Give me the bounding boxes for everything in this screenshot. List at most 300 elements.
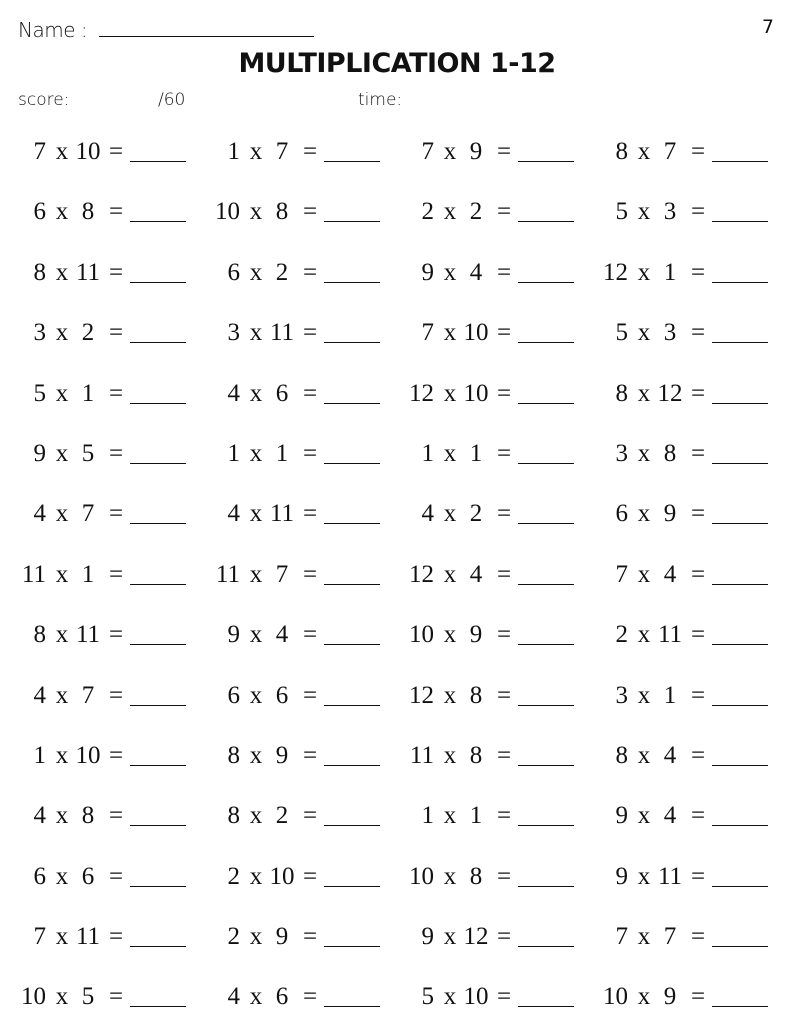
score-total: /60 [158, 90, 186, 110]
answer-blank[interactable] [324, 282, 380, 283]
factor-b: 11 [657, 862, 683, 890]
times-sign: x [55, 681, 69, 709]
times-sign: x [637, 681, 651, 709]
equals-sign: = [496, 983, 512, 1011]
factor-b: 2 [275, 258, 289, 286]
times-sign: x [249, 500, 263, 528]
problem-row [0, 855, 794, 915]
factor-b: 8 [663, 439, 677, 467]
equals-sign: = [690, 862, 706, 890]
times-sign: x [249, 138, 263, 165]
factor-b: 1 [469, 439, 483, 467]
times-sign: x [55, 439, 69, 467]
factor-a: 10 [409, 621, 434, 649]
factor-b: 10 [463, 379, 489, 407]
equals-sign: = [302, 439, 318, 467]
factor-a: 12 [603, 258, 628, 286]
factor-a: 5 [615, 198, 628, 226]
answer-blank[interactable] [324, 886, 380, 887]
times-sign: x [55, 621, 69, 649]
answer-blank[interactable] [518, 946, 574, 947]
times-sign: x [637, 138, 651, 165]
equals-sign: = [302, 379, 318, 407]
problem-grid [0, 130, 794, 1036]
answer-blank[interactable] [324, 584, 380, 585]
answer-blank[interactable] [712, 1006, 768, 1007]
factor-b: 4 [469, 560, 483, 588]
factor-a: 10 [215, 198, 240, 226]
factor-a: 11 [21, 560, 46, 588]
factor-a: 4 [227, 983, 240, 1011]
equals-sign: = [302, 862, 318, 890]
factor-b: 1 [663, 681, 677, 709]
times-sign: x [249, 319, 263, 347]
factor-a: 1 [421, 439, 434, 467]
factor-a: 4 [227, 500, 240, 528]
problem-row [0, 613, 794, 673]
answer-blank[interactable] [712, 342, 768, 343]
factor-a: 12 [409, 681, 434, 709]
factor-a: 4 [421, 500, 434, 528]
equals-sign: = [108, 258, 124, 286]
factor-a: 4 [33, 500, 46, 528]
answer-blank[interactable] [130, 523, 186, 524]
equals-sign: = [108, 319, 124, 347]
answer-blank[interactable] [130, 282, 186, 283]
times-sign: x [637, 379, 651, 407]
factor-a: 8 [615, 379, 628, 407]
answer-blank[interactable] [130, 825, 186, 826]
times-sign: x [637, 621, 651, 649]
factor-b: 9 [663, 500, 677, 528]
factor-b: 7 [275, 138, 289, 165]
equals-sign: = [302, 138, 318, 165]
equals-sign: = [302, 258, 318, 286]
factor-b: 8 [275, 198, 289, 226]
factor-a: 2 [227, 923, 240, 951]
equals-sign: = [302, 741, 318, 769]
times-sign: x [55, 198, 69, 226]
factor-a: 5 [615, 319, 628, 347]
factor-a: 9 [421, 923, 434, 951]
answer-blank[interactable] [130, 221, 186, 222]
equals-sign: = [690, 983, 706, 1011]
factor-b: 2 [469, 198, 483, 226]
factor-b: 2 [469, 500, 483, 528]
factor-a: 9 [33, 439, 46, 467]
factor-b: 9 [469, 621, 483, 649]
times-sign: x [443, 560, 457, 588]
times-sign: x [443, 138, 457, 165]
factor-b: 8 [81, 802, 95, 830]
times-sign: x [443, 621, 457, 649]
equals-sign: = [302, 923, 318, 951]
times-sign: x [443, 741, 457, 769]
problem-row [0, 674, 794, 734]
factor-a: 11 [409, 741, 434, 769]
times-sign: x [443, 983, 457, 1011]
factor-b: 5 [81, 439, 95, 467]
factor-b: 11 [75, 923, 101, 951]
times-sign: x [637, 560, 651, 588]
factor-b: 4 [275, 621, 289, 649]
equals-sign: = [496, 802, 512, 830]
equals-sign: = [302, 983, 318, 1011]
answer-blank[interactable] [712, 584, 768, 585]
factor-b: 4 [663, 560, 677, 588]
factor-b: 7 [663, 923, 677, 951]
factor-b: 9 [663, 983, 677, 1011]
equals-sign: = [108, 923, 124, 951]
equals-sign: = [690, 560, 706, 588]
answer-blank[interactable] [518, 282, 574, 283]
answer-blank[interactable] [712, 161, 768, 162]
factor-b: 3 [663, 319, 677, 347]
factor-b: 7 [81, 500, 95, 528]
equals-sign: = [108, 621, 124, 649]
times-sign: x [637, 439, 651, 467]
factor-b: 6 [275, 983, 289, 1011]
times-sign: x [443, 439, 457, 467]
answer-blank[interactable] [130, 584, 186, 585]
answer-blank[interactable] [324, 1006, 380, 1007]
answer-blank[interactable] [324, 705, 380, 706]
equals-sign: = [302, 319, 318, 347]
equals-sign: = [690, 621, 706, 649]
factor-a: 2 [227, 862, 240, 890]
factor-b: 10 [75, 741, 101, 769]
factor-a: 9 [421, 258, 434, 286]
equals-sign: = [302, 500, 318, 528]
factor-a: 11 [215, 560, 240, 588]
answer-blank[interactable] [712, 705, 768, 706]
factor-b: 9 [469, 138, 483, 165]
factor-b: 10 [75, 138, 101, 165]
answer-blank[interactable] [518, 584, 574, 585]
times-sign: x [443, 198, 457, 226]
times-sign: x [443, 258, 457, 286]
factor-b: 3 [663, 198, 677, 226]
factor-b: 10 [269, 862, 295, 890]
times-sign: x [637, 923, 651, 951]
times-sign: x [249, 198, 263, 226]
answer-blank[interactable] [518, 403, 574, 404]
times-sign: x [55, 319, 69, 347]
factor-a: 6 [227, 258, 240, 286]
equals-sign: = [496, 621, 512, 649]
answer-blank[interactable] [130, 644, 186, 645]
problem-row [0, 553, 794, 613]
factor-a: 10 [409, 862, 434, 890]
factor-b: 10 [463, 319, 489, 347]
equals-sign: = [302, 560, 318, 588]
factor-b: 7 [81, 681, 95, 709]
answer-blank[interactable] [712, 282, 768, 283]
factor-a: 7 [33, 138, 46, 165]
equals-sign: = [690, 319, 706, 347]
equals-sign: = [302, 621, 318, 649]
answer-blank[interactable] [518, 886, 574, 887]
equals-sign: = [690, 802, 706, 830]
times-sign: x [249, 983, 263, 1011]
problem-row [0, 734, 794, 794]
times-sign: x [249, 802, 263, 830]
answer-blank[interactable] [518, 644, 574, 645]
answer-blank[interactable] [518, 342, 574, 343]
name-row [18, 18, 314, 42]
page-number: 7 [761, 16, 774, 38]
factor-a: 1 [227, 138, 240, 165]
factor-a: 3 [615, 439, 628, 467]
answer-blank[interactable] [324, 161, 380, 162]
times-sign: x [637, 258, 651, 286]
factor-b: 1 [275, 439, 289, 467]
factor-b: 7 [663, 138, 677, 165]
problem-row [0, 492, 794, 552]
equals-sign: = [108, 500, 124, 528]
answer-blank[interactable] [324, 765, 380, 766]
factor-a: 8 [227, 802, 240, 830]
problem-row [0, 251, 794, 311]
answer-blank[interactable] [518, 1006, 574, 1007]
time-label: time: [358, 90, 403, 110]
equals-sign: = [690, 500, 706, 528]
problem-row [0, 130, 794, 190]
answer-blank[interactable] [712, 886, 768, 887]
factor-a: 7 [421, 138, 434, 165]
factor-b: 12 [463, 923, 489, 951]
times-sign: x [637, 862, 651, 890]
times-sign: x [249, 621, 263, 649]
equals-sign: = [108, 802, 124, 830]
equals-sign: = [302, 802, 318, 830]
times-sign: x [637, 500, 651, 528]
factor-a: 3 [615, 681, 628, 709]
answer-blank[interactable] [518, 825, 574, 826]
answer-blank[interactable] [130, 946, 186, 947]
equals-sign: = [690, 138, 706, 165]
factor-a: 5 [421, 983, 434, 1011]
problem-row [0, 794, 794, 854]
equals-sign: = [690, 741, 706, 769]
times-sign: x [55, 862, 69, 890]
equals-sign: = [108, 138, 124, 165]
times-sign: x [637, 802, 651, 830]
factor-a: 4 [227, 379, 240, 407]
answer-blank[interactable] [518, 523, 574, 524]
answer-blank[interactable] [712, 403, 768, 404]
answer-blank[interactable] [130, 705, 186, 706]
equals-sign: = [302, 681, 318, 709]
times-sign: x [55, 560, 69, 588]
equals-sign: = [108, 379, 124, 407]
factor-a: 7 [421, 319, 434, 347]
factor-a: 5 [33, 379, 46, 407]
answer-blank[interactable] [712, 946, 768, 947]
page-title: MULTIPLICATION 1-12 [238, 48, 556, 79]
equals-sign: = [108, 741, 124, 769]
equals-sign: = [108, 439, 124, 467]
answer-blank[interactable] [130, 463, 186, 464]
times-sign: x [443, 500, 457, 528]
factor-b: 4 [663, 802, 677, 830]
answer-blank[interactable] [324, 946, 380, 947]
factor-a: 10 [603, 983, 628, 1011]
factor-a: 1 [33, 741, 46, 769]
factor-b: 12 [657, 379, 683, 407]
factor-b: 8 [81, 198, 95, 226]
factor-a: 2 [615, 621, 628, 649]
equals-sign: = [496, 379, 512, 407]
equals-sign: = [302, 198, 318, 226]
answer-blank[interactable] [324, 644, 380, 645]
times-sign: x [443, 379, 457, 407]
times-sign: x [637, 983, 651, 1011]
factor-a: 7 [33, 923, 46, 951]
equals-sign: = [690, 439, 706, 467]
equals-sign: = [108, 198, 124, 226]
answer-blank[interactable] [712, 221, 768, 222]
factor-b: 1 [81, 560, 95, 588]
times-sign: x [55, 258, 69, 286]
problem-row [0, 975, 794, 1035]
factor-b: 1 [663, 258, 677, 286]
times-sign: x [249, 923, 263, 951]
factor-a: 7 [615, 560, 628, 588]
equals-sign: = [496, 500, 512, 528]
answer-blank[interactable] [712, 463, 768, 464]
answer-blank[interactable] [518, 463, 574, 464]
answer-blank[interactable] [324, 463, 380, 464]
factor-b: 2 [81, 319, 95, 347]
equals-sign: = [496, 198, 512, 226]
times-sign: x [55, 983, 69, 1011]
problem-row [0, 372, 794, 432]
equals-sign: = [496, 923, 512, 951]
equals-sign: = [108, 560, 124, 588]
factor-a: 9 [615, 802, 628, 830]
factor-a: 8 [615, 741, 628, 769]
equals-sign: = [496, 138, 512, 165]
times-sign: x [443, 681, 457, 709]
factor-b: 11 [269, 319, 295, 347]
factor-a: 6 [615, 500, 628, 528]
factor-b: 9 [275, 923, 289, 951]
factor-a: 1 [421, 802, 434, 830]
problem-row [0, 311, 794, 371]
answer-blank[interactable] [324, 342, 380, 343]
answer-blank[interactable] [518, 705, 574, 706]
factor-b: 6 [81, 862, 95, 890]
answer-blank[interactable] [324, 523, 380, 524]
equals-sign: = [108, 983, 124, 1011]
factor-b: 8 [469, 681, 483, 709]
answer-blank[interactable] [712, 644, 768, 645]
factor-a: 2 [421, 198, 434, 226]
times-sign: x [55, 923, 69, 951]
answer-blank[interactable] [130, 342, 186, 343]
factor-a: 8 [615, 138, 628, 165]
times-sign: x [249, 379, 263, 407]
equals-sign: = [496, 258, 512, 286]
factor-a: 8 [33, 258, 46, 286]
answer-blank[interactable] [712, 523, 768, 524]
answer-blank[interactable] [130, 765, 186, 766]
factor-a: 9 [227, 621, 240, 649]
factor-b: 11 [75, 258, 101, 286]
equals-sign: = [496, 862, 512, 890]
name-label: Name : [18, 18, 88, 42]
times-sign: x [443, 802, 457, 830]
factor-a: 10 [21, 983, 46, 1011]
factor-b: 2 [275, 802, 289, 830]
times-sign: x [443, 862, 457, 890]
factor-a: 12 [409, 379, 434, 407]
answer-blank[interactable] [324, 403, 380, 404]
factor-a: 12 [409, 560, 434, 588]
factor-b: 9 [275, 741, 289, 769]
answer-blank[interactable] [518, 765, 574, 766]
equals-sign: = [690, 258, 706, 286]
equals-sign: = [690, 198, 706, 226]
times-sign: x [637, 198, 651, 226]
times-sign: x [55, 802, 69, 830]
name-field[interactable] [99, 18, 314, 37]
times-sign: x [55, 741, 69, 769]
equals-sign: = [108, 862, 124, 890]
times-sign: x [249, 741, 263, 769]
factor-b: 8 [469, 862, 483, 890]
factor-a: 7 [615, 923, 628, 951]
factor-a: 6 [33, 862, 46, 890]
problem-row [0, 432, 794, 492]
answer-blank[interactable] [324, 825, 380, 826]
equals-sign: = [108, 681, 124, 709]
problem-row [0, 190, 794, 250]
answer-blank[interactable] [130, 403, 186, 404]
answer-blank[interactable] [518, 161, 574, 162]
equals-sign: = [496, 319, 512, 347]
times-sign: x [249, 439, 263, 467]
factor-b: 1 [469, 802, 483, 830]
factor-a: 4 [33, 681, 46, 709]
times-sign: x [55, 379, 69, 407]
answer-blank[interactable] [130, 886, 186, 887]
answer-blank[interactable] [130, 1006, 186, 1007]
times-sign: x [637, 741, 651, 769]
times-sign: x [249, 560, 263, 588]
answer-blank[interactable] [712, 825, 768, 826]
equals-sign: = [496, 560, 512, 588]
factor-b: 10 [463, 983, 489, 1011]
times-sign: x [249, 681, 263, 709]
answer-blank[interactable] [518, 221, 574, 222]
answer-blank[interactable] [130, 161, 186, 162]
times-sign: x [249, 258, 263, 286]
factor-b: 6 [275, 681, 289, 709]
factor-b: 11 [75, 621, 101, 649]
factor-a: 6 [227, 681, 240, 709]
times-sign: x [249, 862, 263, 890]
answer-blank[interactable] [324, 221, 380, 222]
problem-row [0, 915, 794, 975]
equals-sign: = [690, 923, 706, 951]
factor-b: 5 [81, 983, 95, 1011]
times-sign: x [637, 319, 651, 347]
score-label: score: [18, 90, 70, 110]
equals-sign: = [690, 681, 706, 709]
answer-blank[interactable] [712, 765, 768, 766]
